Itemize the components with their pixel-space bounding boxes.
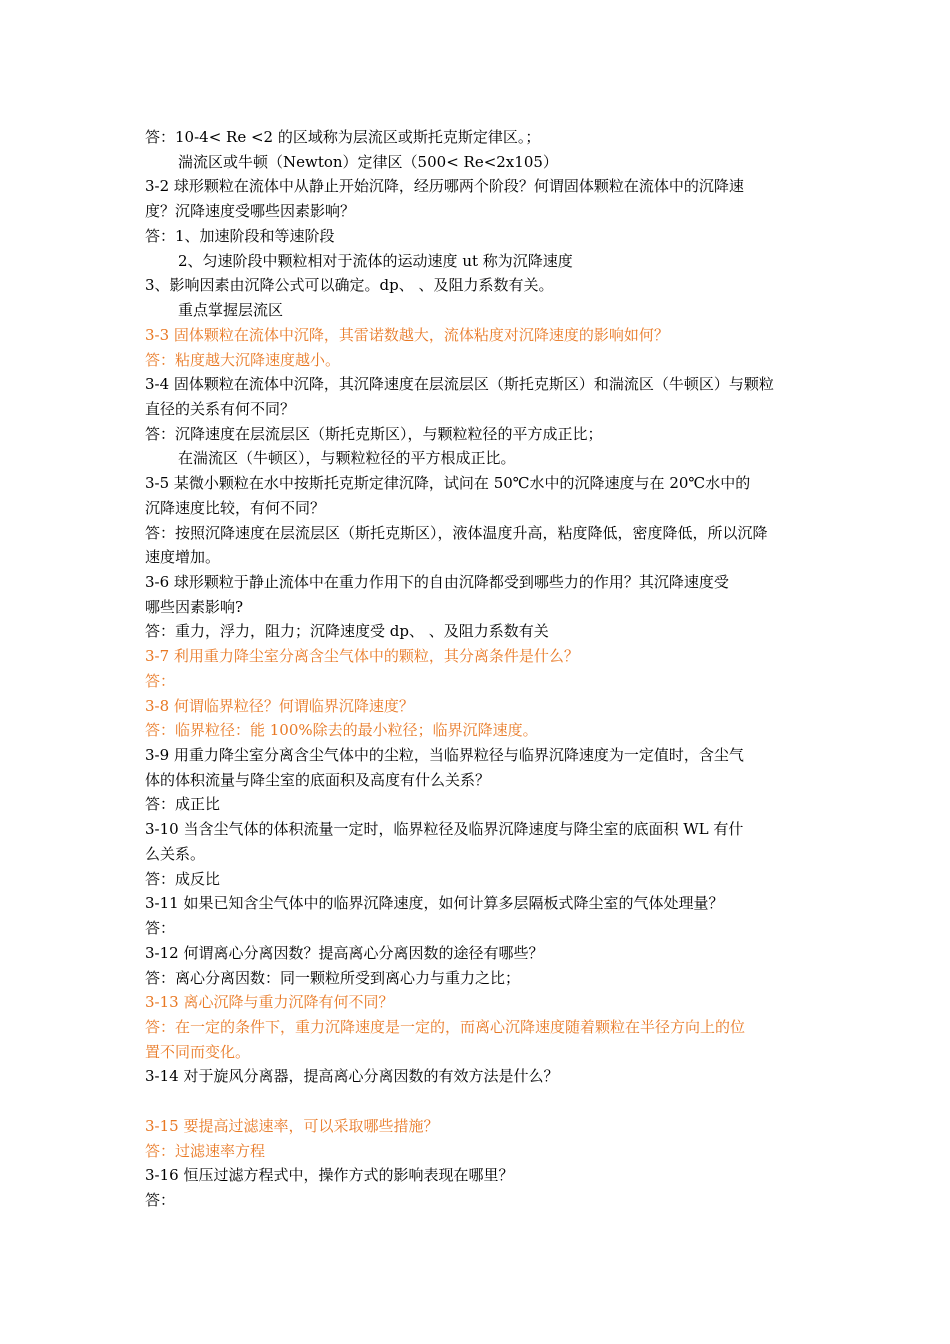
text-line: 答：成正比 xyxy=(145,795,221,814)
text-line: 答：粘度越大沉降速度越小。 xyxy=(145,350,341,369)
text-line: 答：重力，浮力，阻力；沉降速度受 dp、 、及阻力系数有关 xyxy=(145,622,549,641)
text-line: 答：1、加速阶段和等速阶段 xyxy=(145,226,335,245)
text-line: 3-13 离心沉降与重力沉降有何不同？ xyxy=(145,993,394,1012)
text-line: 湍流区或牛顿（Newton）定律区（500< Re<2x105） xyxy=(178,152,558,171)
text-line: 3-14 对于旋风分离器，提高离心分离因数的有效方法是什么？ xyxy=(145,1067,559,1086)
text-line: 在湍流区（牛顿区），与颗粒粒径的平方根成正比。 xyxy=(178,449,516,468)
text-line: 3-11 如果已知含尘气体中的临界沉降速度，如何计算多层隔板式降尘室的气体处理量？ xyxy=(145,894,724,913)
text-line: 沉降速度比较，有何不同？ xyxy=(145,498,326,517)
text-line: 3-4 固体颗粒在流体中沉降，其沉降速度在层流层区（斯托克斯区）和湍流区（牛顿区）与颗粒 xyxy=(145,375,774,394)
text-line: 哪些因素影响? xyxy=(145,597,244,616)
text-line: 3-15 要提高过滤速率，可以采取哪些措施？ xyxy=(145,1116,439,1135)
text-line: 答：离心分离因数：同一颗粒所受到离心力与重力之比； xyxy=(145,968,521,987)
text-line: 答：在一定的条件下，重力沉降速度是一定的，而离心沉降速度随着颗粒在半径方向上的位 xyxy=(145,1017,746,1036)
text-line: 答： xyxy=(145,671,176,690)
text-line: 3、影响因素由沉降公式可以确定。dp、 、及阻力系数有关。 xyxy=(145,276,554,295)
text-line: 3-10 当含尘气体的体积流量一定时，临界粒径及临界沉降速度与降尘室的底面积 WL 有什 xyxy=(145,820,744,839)
text-line: 重点掌握层流区 xyxy=(178,301,284,319)
text-line: 答：过滤速率方程 xyxy=(145,1141,266,1160)
text-line: 答：沉降速度在层流层区（斯托克斯区），与颗粒粒径的平方成正比； xyxy=(145,424,603,443)
text-line: 答：10-4< Re <2 的区域称为层流区或斯托克斯定律区。； xyxy=(145,128,541,146)
text-line: 速度增加。 xyxy=(145,548,221,567)
text-line: 3-6 球形颗粒于静止流体中在重力作用下的自由沉降都受到哪些力的作用？其沉降速度受 xyxy=(145,573,729,591)
text-line: 答：临界粒径：能 100%除去的最小粒径；临界沉降速度。 xyxy=(145,721,538,740)
text-line: 答： xyxy=(145,1191,176,1209)
text-line: 体的体积流量与降尘室的底面积及高度有什么关系？ xyxy=(145,770,491,789)
text-line: 3-8 何谓临界粒径？何谓临界沉降速度？ xyxy=(145,696,414,715)
text-line: 度？沉降速度受哪些因素影响？ xyxy=(145,202,356,221)
text-line: 3-3 固体颗粒在流体中沉降，其雷诺数越大，流体粘度对沉降速度的影响如何？ xyxy=(145,325,669,344)
text-line: 直径的关系有何不同？ xyxy=(145,399,296,418)
text-line: 3-2 球形颗粒在流体中从静止开始沉降，经历哪两个阶段？何谓固体颗粒在流体中的沉降速 xyxy=(145,177,744,196)
text-line: 置不同而变化。 xyxy=(145,1042,251,1061)
text-line: 么关系。 xyxy=(145,844,206,863)
text-line: 3-5 某微小颗粒在水中按斯托克斯定律沉降，试问在 50℃水中的沉降速度与在 20℃水中的 xyxy=(145,474,751,493)
text-line: 3-7 利用重力降尘室分离含尘气体中的颗粒，其分离条件是什么？ xyxy=(145,647,579,666)
text-line: 答：按照沉降速度在层流层区（斯托克斯区），液体温度升高，粘度降低，密度降低，所以沉降 xyxy=(145,523,768,542)
text-line: 3-12 何谓离心分离因数？提高离心分离因数的途径有哪些？ xyxy=(145,943,544,962)
text-line: 答：成反比 xyxy=(145,869,221,888)
text-line: 2、匀速阶段中颗粒相对于流体的运动速度 ut 称为沉降速度 xyxy=(178,251,573,270)
text-line: 答： xyxy=(145,919,176,937)
text-line: 3-16 恒压过滤方程式中，操作方式的影响表现在哪里？ xyxy=(145,1166,514,1185)
text-line: 3-9 用重力降尘室分离含尘气体中的尘粒，当临界粒径与临界沉降速度为一定值时，含尘气 xyxy=(145,746,744,764)
